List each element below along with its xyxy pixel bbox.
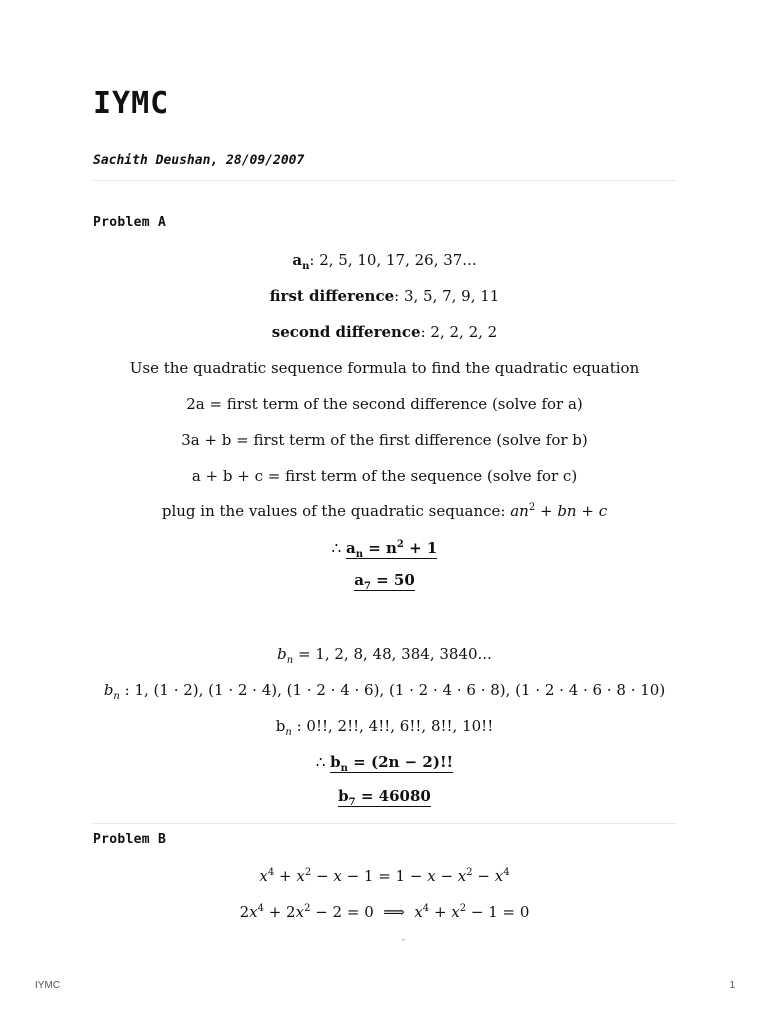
- solve-b-line: 3a + b = first term of the first difference (solve for b): [181, 431, 588, 449]
- use-formula-line: Use the quadratic sequence formula to find the quadratic equation: [129, 359, 640, 377]
- problem-b-equation-1: $x^4 + x^2 - x - 1 = 1 - x - x^2 - x^4$: [259, 867, 510, 885]
- an-result-rhs: + 1: [403, 539, 438, 557]
- second-difference-label: second difference: [271, 323, 421, 341]
- document-title: IYMC: [93, 86, 170, 121]
- an-sequence-values: : 2, 5, 10, 17, 26, 37...: [309, 251, 477, 269]
- bn-products: $b_n$ : 1, (1 · 2), (1 · 2 · 4), (1 · 2 · 4 · 6), (1 · 2 · 4 · 6 · 8), (1 · 2 · 4 · 6 · 8 · 10): [103, 681, 666, 702]
- bn-sequence: $b_n = 1$, 2, 8, 48, 384, 3840...: [277, 645, 492, 666]
- an-result: ∴ $a_n = n^2 + 1$: [331, 539, 438, 560]
- author-line: Sachith Deushan, 28/09/2007: [93, 153, 305, 168]
- problem-b-heading: Problem B: [93, 832, 167, 847]
- second-difference-values: : 2, 2, 2, 2: [420, 323, 498, 341]
- first-difference-label: first difference: [269, 287, 395, 305]
- an-sequence: $a_n$: 2, 5, 10, 17, 26, 37...: [292, 251, 477, 272]
- a7-value: = 50: [370, 571, 415, 589]
- solve-c-line: a + b + c = first term of the sequence (solve for c): [191, 467, 578, 485]
- b7-value: = 46080: [355, 787, 431, 805]
- first-difference-values: : 3, 5, 7, 9, 11: [394, 287, 500, 305]
- plug-values-text: plug in the values of the quadratic sequance:: [161, 502, 511, 520]
- second-difference: [93, 322, 676, 342]
- plug-values-line: plug in the values of the quadratic sequance: $an^2$ + bn + c: [161, 502, 608, 520]
- section-divider: [93, 180, 676, 181]
- bn-products-values: : 1, (1 · 2), (1 · 2 · 4), (1 · 2 · 4 · 6), (1 · 2 · 4 · 6 · 8), (1 · 2 · 4 · 6 · 8 · 10): [119, 681, 666, 699]
- a7-result: $a_7 = 50$: [354, 571, 415, 592]
- footer-title: IYMC: [35, 980, 60, 991]
- bn-sequence-values: = 1, 2, 8, 48, 384, 3840...: [293, 645, 492, 663]
- page-number: 1: [729, 980, 735, 991]
- problem-b-equation-2: $2x^4 + 2x^2 - 2 = 0$ ⟹ $x^4 + x^2 - 1 = 0$: [239, 903, 530, 921]
- solve-a-line: 2a = first term of the second difference (solve for a): [186, 395, 583, 413]
- problem-a-heading: Problem A: [93, 215, 167, 230]
- section-divider: [93, 823, 676, 824]
- b7-result: $b_7 = 46080$: [338, 787, 431, 808]
- first-difference: [93, 286, 676, 306]
- bn-result-rhs: = (2n − 2)!!: [347, 753, 454, 771]
- bn-factorials: $b_n$ : 0!!, 2!!, 4!!, 6!!, 8!!, 10!!: [275, 717, 494, 738]
- bn-factorials-values: : 0!!, 2!!, 4!!, 6!!, 8!!, 10!!: [291, 717, 494, 735]
- page-mark: -: [402, 935, 405, 944]
- bn-result: ∴ $b_n = (2n - 2)$!!: [315, 753, 454, 774]
